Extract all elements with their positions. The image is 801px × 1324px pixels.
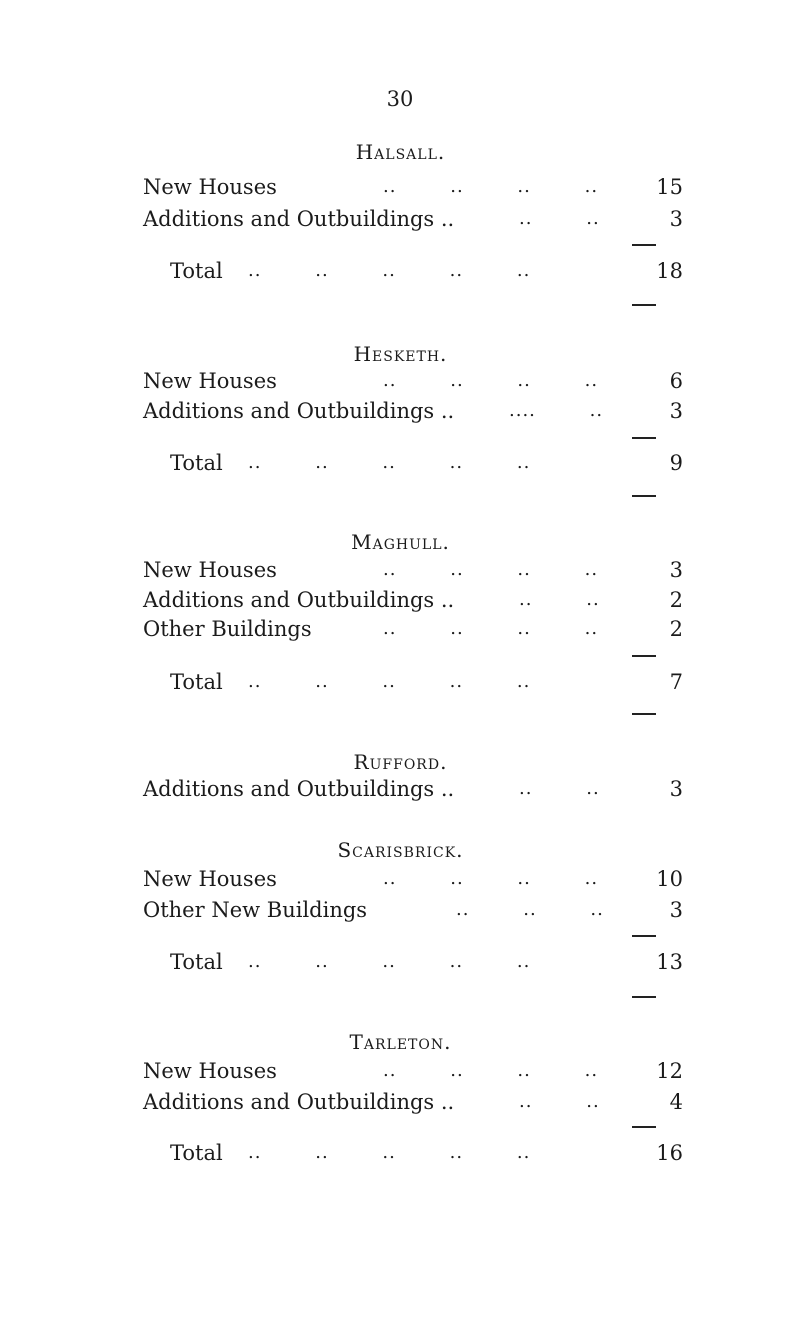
leader-dots: .. .. xyxy=(519,589,600,610)
total-value: 16 xyxy=(656,1141,683,1165)
row-label: New Houses xyxy=(143,867,277,891)
leader-dots: .. .. .. .. .. xyxy=(248,1142,531,1163)
total-value: 18 xyxy=(656,259,683,283)
row-label: Additions and Outbuildings .. xyxy=(143,1090,455,1114)
section-heading-hesketh: Hesketh. xyxy=(353,342,448,366)
sum-rule xyxy=(632,437,656,439)
leader-dots: .... .. xyxy=(509,400,604,421)
table-row xyxy=(143,396,683,426)
leader-dots: .. .. .. .. .. xyxy=(248,260,531,281)
total-value: 9 xyxy=(669,451,683,475)
total-label: Total xyxy=(170,259,223,283)
row-label: Additions and Outbuildings .. xyxy=(143,777,455,801)
section-heading-scarisbrick: Scarisbrick. xyxy=(337,838,464,862)
row-value: 2 xyxy=(669,588,683,612)
sum-rule xyxy=(632,935,656,937)
total-row xyxy=(143,256,683,286)
row-value: 15 xyxy=(656,175,683,199)
row-value: 3 xyxy=(669,207,683,231)
leader-dots: .. .. .. .. xyxy=(383,868,599,889)
section-heading-halsall: Halsall. xyxy=(355,140,446,164)
table-row xyxy=(143,585,683,615)
row-value: 3 xyxy=(669,898,683,922)
total-label: Total xyxy=(170,1141,223,1165)
sum-rule xyxy=(632,1126,656,1128)
section-heading-tarleton: Tarleton. xyxy=(349,1030,452,1054)
sum-rule xyxy=(632,655,656,657)
section-heading-rufford: Rufford. xyxy=(353,750,448,774)
section-heading-maghull: Maghull. xyxy=(351,530,450,554)
row-label: New Houses xyxy=(143,558,277,582)
total-value: 13 xyxy=(656,950,683,974)
table-row xyxy=(143,172,683,202)
section-end-rule xyxy=(632,495,656,497)
total-row xyxy=(143,947,683,977)
row-value: 3 xyxy=(669,777,683,801)
row-value: 3 xyxy=(669,558,683,582)
table-row xyxy=(143,555,683,585)
leader-dots: .. .. .. .. .. xyxy=(248,951,531,972)
leader-dots: .. .. xyxy=(519,1091,600,1112)
table-row xyxy=(143,1087,683,1117)
page-number: 30 xyxy=(386,87,414,111)
total-row xyxy=(143,667,683,697)
total-label: Total xyxy=(170,451,223,475)
section-end-rule xyxy=(632,713,656,715)
row-label: Other Buildings xyxy=(143,617,312,641)
row-value: 3 xyxy=(669,399,683,423)
total-label: Total xyxy=(170,670,223,694)
row-label: Additions and Outbuildings .. xyxy=(143,588,455,612)
row-value: 4 xyxy=(669,1090,683,1114)
row-value: 12 xyxy=(656,1059,683,1083)
sum-rule xyxy=(632,244,656,246)
section-end-rule xyxy=(632,304,656,306)
row-value: 2 xyxy=(669,617,683,641)
row-label: New Houses xyxy=(143,369,277,393)
table-row xyxy=(143,614,683,644)
table-row xyxy=(143,864,683,894)
leader-dots: .. .. .. .. xyxy=(383,370,599,391)
leader-dots: .. .. .. .. xyxy=(383,559,599,580)
table-row xyxy=(143,1056,683,1086)
leader-dots: .. .. .. xyxy=(456,899,604,920)
row-label: Other New Buildings xyxy=(143,898,368,922)
table-row xyxy=(143,204,683,234)
leader-dots: .. .. .. .. .. xyxy=(248,671,531,692)
total-label: Total xyxy=(170,950,223,974)
row-label: Additions and Outbuildings .. xyxy=(143,399,455,423)
total-row xyxy=(143,448,683,478)
total-row xyxy=(143,1138,683,1168)
total-value: 7 xyxy=(669,670,683,694)
leader-dots: .. .. .. .. .. xyxy=(248,452,531,473)
table-row xyxy=(143,366,683,396)
row-label: Additions and Outbuildings .. xyxy=(143,207,455,231)
section-end-rule xyxy=(632,996,656,998)
row-label: New Houses xyxy=(143,1059,277,1083)
row-value: 6 xyxy=(669,369,683,393)
leader-dots: .. .. .. .. xyxy=(383,1060,599,1081)
leader-dots: .. .. .. .. xyxy=(383,618,599,639)
leader-dots: .. .. xyxy=(519,778,600,799)
row-value: 10 xyxy=(656,867,683,891)
table-row xyxy=(143,774,683,804)
row-label: New Houses xyxy=(143,175,277,199)
leader-dots: .. .. xyxy=(519,208,600,229)
leader-dots: .. .. .. .. xyxy=(383,176,599,197)
table-row xyxy=(143,895,683,925)
